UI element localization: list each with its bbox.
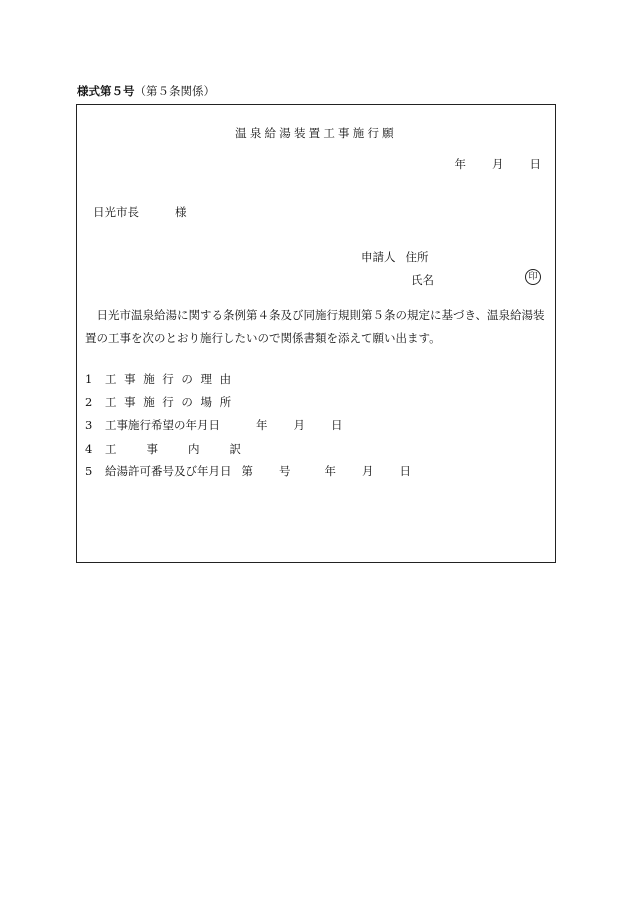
item-number: 2 [85, 395, 93, 409]
applicant-name-label: 氏名 [411, 273, 434, 287]
date-day-label: 日 [529, 157, 541, 171]
date-year-label: 年 [454, 157, 466, 171]
date-month-label: 月 [492, 157, 504, 171]
item-label: 工事内訳 [105, 442, 271, 456]
item-label: 工事施行の理由 [105, 372, 239, 386]
application-body-text: 日光市温泉給湯に関する条例第４条及び同施行規則第５条の規定に基づき、温泉給湯装置の工事を次のとおり施行したいので関係書類を添えて願い出ます。 [85, 308, 545, 345]
applicant-address-row [361, 249, 429, 265]
item-number: 3 [85, 418, 93, 432]
item-number: 5 [85, 464, 93, 478]
form-number: 様式第５号 [77, 84, 135, 98]
item-number: 1 [85, 372, 93, 386]
item-year-label: 年 [256, 418, 268, 432]
addressee [93, 204, 187, 220]
item-label: 工事施行希望の年月日 [105, 418, 220, 432]
item-month-label: 月 [362, 464, 374, 478]
submission-date [455, 156, 542, 172]
item-construction-reason [85, 371, 239, 387]
item-day-label: 日 [331, 418, 343, 432]
item-construction-breakdown [85, 441, 271, 457]
applicant-label: 申請人 [361, 250, 396, 264]
item-go-label: 号 [279, 464, 291, 478]
item-month-label: 月 [293, 418, 305, 432]
application-form-frame [76, 104, 556, 563]
addressee-honorific: 様 [175, 205, 187, 219]
item-dai-label: 第 [241, 464, 253, 478]
document-title: 温泉給湯装置工事施行願 [235, 126, 397, 140]
addressee-name: 日光市長 [93, 205, 139, 219]
form-reference: （第５条関係） [134, 84, 215, 98]
address-label: 住所 [405, 250, 429, 264]
item-number: 4 [85, 442, 93, 456]
item-permit-number-date [85, 463, 411, 479]
item-desired-date [85, 417, 343, 433]
item-label: 工事施行の場所 [105, 395, 239, 409]
item-day-label: 日 [399, 464, 411, 478]
seal-mark: 印 [525, 269, 541, 285]
item-construction-location [85, 394, 239, 410]
item-year-label: 年 [324, 464, 336, 478]
item-label: 給湯許可番号及び年月日 [105, 464, 232, 478]
form-header [77, 83, 215, 99]
